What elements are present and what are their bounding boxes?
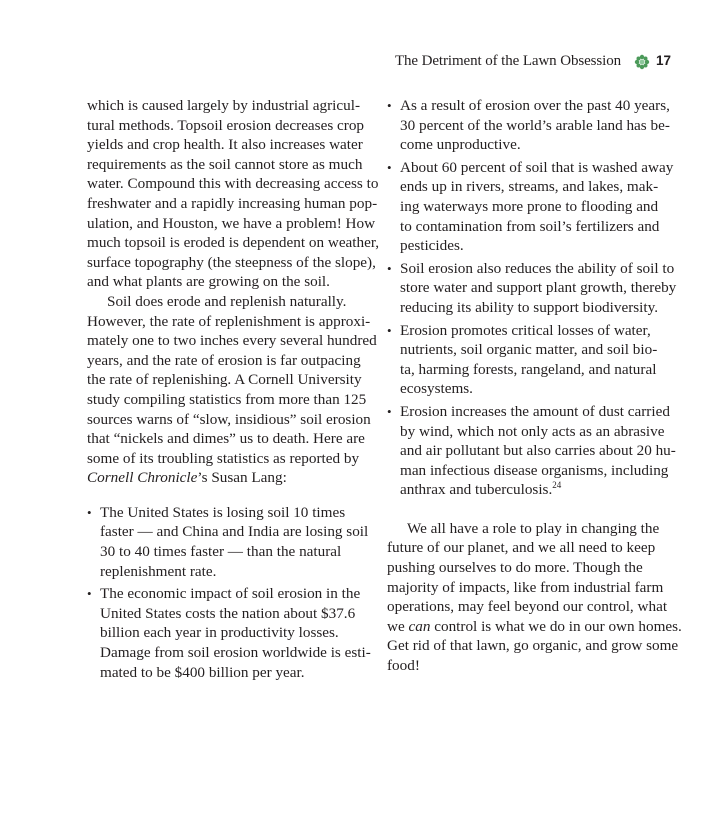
text-fragment: anthrax and tuberculosis. (400, 481, 553, 499)
text-line: Soil does erode and replenish naturally. (107, 292, 347, 310)
text-line: water. Compound this with decreasing access to (87, 175, 379, 193)
bullet-icon: • (87, 504, 92, 520)
bullet-icon: • (387, 403, 392, 419)
text-line: 30 percent of the world’s arable land has be- (400, 116, 670, 134)
text-line: future of our planet, and we all need to keep (387, 539, 656, 557)
text-line: that “nickels and dimes” us to death. Here are (87, 430, 365, 448)
text-line: ecosystems. (400, 380, 473, 398)
list-item (87, 584, 377, 682)
text-line: tural methods. Topsoil erosion decreases crop (87, 116, 365, 134)
text-fragment: ’s Susan Lang: (197, 469, 287, 487)
bullet-icon: • (87, 586, 92, 602)
text-line: years, and the rate of erosion is far outpacing (87, 351, 361, 369)
text-line: The United States is losing soil 10 times (100, 503, 346, 521)
text-line: requirements as the soil cannot store as much (87, 155, 363, 173)
text-line: Soil erosion also reduces the ability of soil to (400, 259, 675, 277)
text-line: However, the rate of replenishment is approxi- (87, 312, 371, 330)
text-line: store water and support plant growth, thereby (400, 279, 677, 297)
bullet-icon: • (387, 98, 392, 113)
text-line: Damage from soil erosion worldwide is esti- (100, 644, 371, 662)
text-line: faster — and China and India are losing soil (100, 523, 369, 541)
text-line: Erosion promotes critical losses of water, (400, 321, 651, 339)
text-line: by wind, which not only acts as an abrasive (400, 422, 665, 440)
spacer (87, 488, 377, 503)
text-line: pushing ourselves to do more. Though the (387, 559, 643, 577)
text-line: food! (387, 657, 420, 675)
text-line: About 60 percent of soil that is washed away (400, 158, 674, 176)
text-line: the rate of replenishing. A Cornell University (87, 371, 362, 389)
text-line: ends up in rivers, streams, and lakes, mak- (400, 178, 659, 196)
paragraph-replenishment (87, 292, 377, 488)
text-line: man infectious disease organisms, including (400, 461, 669, 479)
bullet-icon: • (387, 322, 392, 338)
text-line: ing waterways more prone to flooding and (400, 197, 659, 215)
list-item (387, 158, 677, 256)
leaf-rosette-icon (634, 54, 650, 70)
text-line: freshwater and a rapidly increasing human pop- (87, 194, 378, 212)
text-line: replenishment rate. (100, 562, 217, 580)
text-line: come unproductive. (400, 136, 521, 154)
text-line: much topsoil is eroded is dependent on weather, (87, 234, 380, 252)
text-line (87, 468, 377, 488)
text-line: some of its troubling statistics as reported by (87, 449, 360, 467)
text-line: pesticides. (400, 237, 464, 255)
left-column (87, 96, 380, 682)
list-item (387, 402, 677, 500)
text-line: United States costs the nation about $37.6 (100, 604, 356, 622)
text-line (387, 617, 682, 637)
text-line: which is caused largely by industrial agricul- (87, 97, 361, 114)
right-column (387, 96, 682, 676)
emphasis: can (408, 617, 431, 635)
bullet-icon: • (387, 260, 392, 276)
list-item (387, 96, 677, 155)
text-line: sources warns of “slow, insidious” soil erosion (87, 410, 371, 428)
spacer (387, 500, 677, 519)
text-line: As a result of erosion over the past 40 years, (400, 97, 670, 114)
text-line (400, 480, 677, 500)
paragraph-closing (387, 519, 682, 676)
text-fragment: we (387, 617, 409, 635)
running-title: The Detriment of the Lawn Obsession (394, 53, 621, 69)
text-line: ta, harming forests, rangeland, and natural (400, 360, 657, 378)
text-line: operations, may feel beyond our control, what (387, 598, 668, 616)
text-line: reducing its ability to support biodiversity. (400, 298, 659, 316)
text-line: Erosion increases the amount of dust carried (400, 402, 670, 420)
text-line: and air pollutant but also carries about 20 hu- (400, 442, 676, 460)
page-number: 17 (656, 53, 672, 68)
running-header (0, 53, 713, 73)
text-line: surface topography (the steepness of the slope), (87, 253, 376, 271)
text-line: We all have a role to play in changing the (407, 519, 660, 537)
text-line: mately one to two inches every several hundred (87, 332, 377, 350)
text-line: to contamination from soil’s fertilizers and (400, 217, 660, 235)
text-line: majority of impacts, like from industrial farm (387, 578, 664, 596)
text-line: nutrients, soil organic matter, and soil bio- (400, 341, 658, 359)
publication-name: Cornell Chronicle (87, 469, 198, 487)
text-line: 30 to 40 times faster — than the natural (100, 543, 342, 561)
text-fragment: control is what we do in our own homes. (430, 617, 682, 635)
list-item (87, 503, 377, 581)
text-line: mated to be $400 billion per year. (100, 663, 305, 681)
text-line: Get rid of that lawn, go organic, and grow some (387, 637, 679, 655)
text-line: study compiling statistics from more than 125 (87, 390, 367, 408)
bullet-list-right (387, 96, 677, 500)
text-line: The economic impact of soil erosion in the (100, 585, 361, 603)
text-line: and what plants are growing on the soil. (87, 273, 330, 291)
text-line: yields and crop health. It also increases water (87, 136, 363, 154)
list-item (387, 259, 677, 318)
bullet-list-left (87, 503, 377, 682)
text-line: billion each year in productivity losses. (100, 624, 339, 642)
footnote-reference[interactable]: 24 (552, 480, 562, 491)
bullet-icon: • (387, 159, 392, 175)
list-item (387, 321, 677, 399)
paragraph-topsoil (87, 96, 380, 292)
text-line: ulation, and Houston, we have a problem! How (87, 214, 376, 232)
